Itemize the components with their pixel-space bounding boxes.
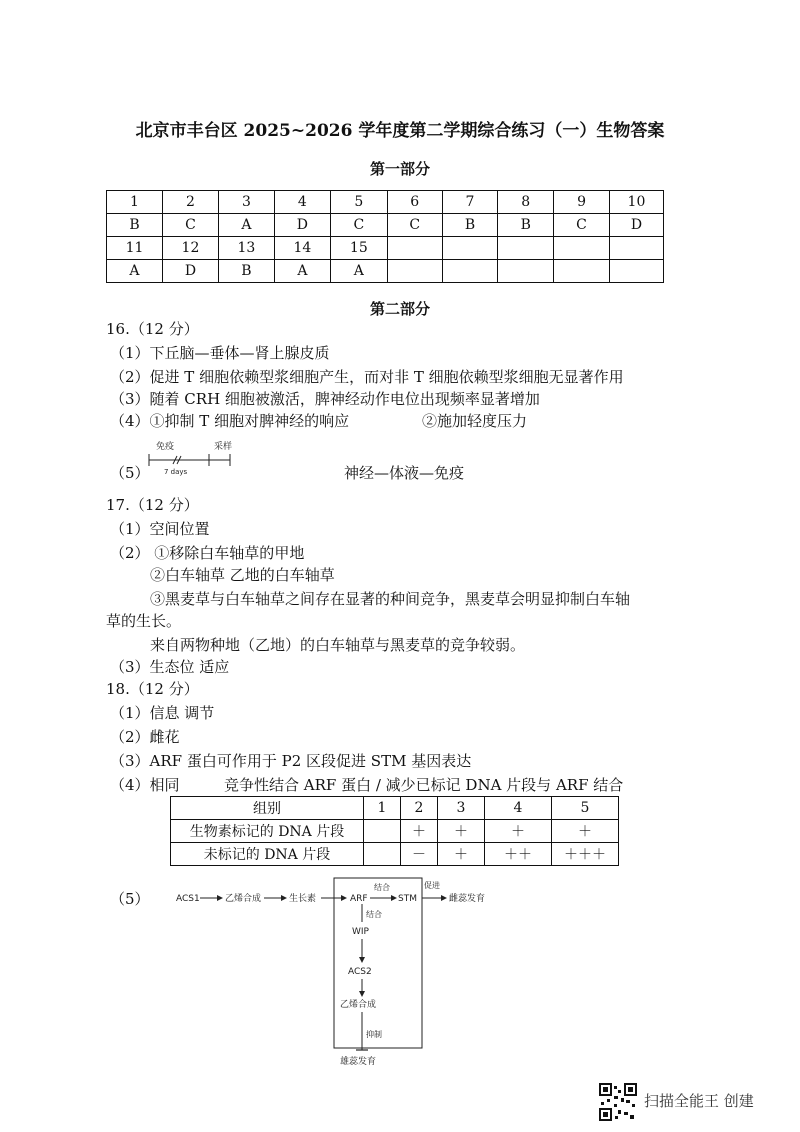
label-inhibit: 抑制 bbox=[366, 1030, 382, 1039]
question-number-cell: 2 bbox=[162, 191, 218, 214]
label-acs2: ACS2 bbox=[348, 967, 372, 977]
q16-line4b: ②施加轻度压力 bbox=[422, 412, 528, 430]
question-number-cell: 10 bbox=[609, 191, 663, 214]
question-number-cell: 8 bbox=[498, 191, 554, 214]
experiment-header-cell: 组别 bbox=[171, 797, 364, 820]
label-promote: 促进 bbox=[424, 881, 440, 890]
timeline-label-sample: 采样 bbox=[214, 442, 233, 452]
question-number-cell: 6 bbox=[387, 191, 442, 214]
question-number-cell: 1 bbox=[107, 191, 163, 214]
answer-cell: A bbox=[218, 214, 274, 237]
experiment-cell: ＋ bbox=[438, 843, 485, 866]
label-ethylene-1: 乙烯合成 bbox=[225, 894, 262, 904]
answer-table bbox=[106, 190, 664, 283]
q16-line2: （2）促进 T 细胞依赖型浆细胞产生，而对非 T 细胞依赖型浆细胞无显著作用 bbox=[110, 368, 624, 386]
answer-letter-row bbox=[107, 260, 664, 283]
q17-line3: ②白车轴草 乙地的白车轴草 bbox=[150, 566, 335, 584]
label-carpel-1: 雌蕊发育 bbox=[449, 894, 486, 904]
experiment-row-label: 生物素标记的 DNA 片段 bbox=[171, 820, 364, 843]
experiment-cell: ＋ bbox=[552, 820, 619, 843]
experiment-row-label: 未标记的 DNA 片段 bbox=[171, 843, 364, 866]
experiment-table bbox=[170, 796, 619, 866]
question-number-cell: 14 bbox=[274, 237, 330, 260]
q18-line4: （4）相同 bbox=[110, 776, 180, 794]
answer-cell bbox=[554, 260, 610, 283]
answer-cell bbox=[609, 260, 663, 283]
q18-line1: （1）信息 调节 bbox=[110, 704, 215, 722]
experiment-cell: － bbox=[401, 843, 438, 866]
label-acs1: ACS1 bbox=[176, 894, 200, 904]
experiment-cell: ＋＋ bbox=[485, 843, 552, 866]
q18-line3: （3）ARF 蛋白可作用于 P2 区段促进 STM 基因表达 bbox=[110, 752, 472, 770]
experiment-cell bbox=[364, 843, 401, 866]
answer-cell: B bbox=[442, 214, 498, 237]
answer-letter-row bbox=[107, 214, 664, 237]
answer-cell: B bbox=[498, 214, 554, 237]
answer-cell: D bbox=[609, 214, 663, 237]
q16-line4a: （4）①抑制 T 细胞对脾神经的响应 bbox=[110, 412, 350, 430]
part1-heading: 第一部分 bbox=[369, 160, 430, 178]
question-number-cell: 9 bbox=[554, 191, 610, 214]
part2-heading: 第二部分 bbox=[369, 300, 430, 318]
answer-cell: A bbox=[274, 260, 330, 283]
q17-line5: 草的生长。 bbox=[106, 612, 182, 630]
q17-line6: 来自两物种地（乙地）的白车轴草与黑麦草的竞争较弱。 bbox=[150, 636, 526, 654]
question-number-cell bbox=[387, 237, 442, 260]
q16-line3: （3）随着 CRH 细胞被激活，脾神经动作电位出现频率显著增加 bbox=[110, 390, 540, 408]
q18-line5: （5） bbox=[110, 890, 150, 908]
q16-header: 16.（12 分） bbox=[106, 320, 199, 338]
label-bind-2: 结合 bbox=[366, 910, 382, 919]
answer-cell: C bbox=[162, 214, 218, 237]
question-number-cell: 3 bbox=[218, 191, 274, 214]
question-number-cell: 5 bbox=[330, 191, 387, 214]
experiment-cell: ＋ bbox=[401, 820, 438, 843]
answer-cell: A bbox=[330, 260, 387, 283]
label-arf: ARF bbox=[350, 894, 368, 904]
label-ethylene-2: 乙烯合成 bbox=[340, 1000, 377, 1010]
experiment-header-cell: 1 bbox=[364, 797, 401, 820]
q18-header: 18.（12 分） bbox=[106, 680, 199, 698]
q17-line1: （1）空间位置 bbox=[110, 520, 210, 538]
timeline-diagram bbox=[146, 438, 246, 482]
answer-number-row bbox=[107, 191, 664, 214]
experiment-row bbox=[171, 843, 619, 866]
experiment-header-row bbox=[171, 797, 619, 820]
timeline-label-immune: 免疫 bbox=[156, 442, 175, 452]
question-number-cell: 4 bbox=[274, 191, 330, 214]
answer-cell bbox=[387, 260, 442, 283]
footer-text: 扫描全能王 创建 bbox=[644, 1092, 754, 1110]
question-number-cell: 13 bbox=[218, 237, 274, 260]
question-number-cell bbox=[554, 237, 610, 260]
question-number-cell: 7 bbox=[442, 191, 498, 214]
answer-cell bbox=[442, 260, 498, 283]
question-number-cell bbox=[609, 237, 663, 260]
experiment-header-cell: 2 bbox=[401, 797, 438, 820]
experiment-cell: ＋ bbox=[485, 820, 552, 843]
question-number-cell: 12 bbox=[162, 237, 218, 260]
answer-cell bbox=[498, 260, 554, 283]
question-number-cell bbox=[442, 237, 498, 260]
answer-cell: D bbox=[162, 260, 218, 283]
q17-line2: （2） ①移除白车轴草的甲地 bbox=[110, 544, 305, 562]
q18-line4b: 竞争性结合 ARF 蛋白 / 减少已标记 DNA 片段与 ARF 结合 bbox=[224, 776, 624, 794]
answer-cell: B bbox=[107, 214, 163, 237]
q16-line5: （5） bbox=[110, 464, 150, 482]
experiment-row bbox=[171, 820, 619, 843]
answer-cell: C bbox=[387, 214, 442, 237]
question-number-cell bbox=[498, 237, 554, 260]
q16-line5b: 神经—体液—免疫 bbox=[344, 464, 465, 482]
q17-line4: ③黑麦草与白车轴草之间存在显著的种间竞争，黑麦草会明显抑制白车轴 bbox=[150, 590, 631, 608]
answer-cell: C bbox=[330, 214, 387, 237]
answer-number-row bbox=[107, 237, 664, 260]
q18-line2: （2）雌花 bbox=[110, 728, 180, 746]
label-auxin: 生长素 bbox=[289, 894, 317, 904]
experiment-header-cell: 4 bbox=[485, 797, 552, 820]
answer-cell: A bbox=[107, 260, 163, 283]
label-stm: STM bbox=[398, 894, 417, 904]
q16-line1: （1）下丘脑—垂体—肾上腺皮质 bbox=[110, 344, 330, 362]
experiment-header-cell: 3 bbox=[438, 797, 485, 820]
question-number-cell: 15 bbox=[330, 237, 387, 260]
label-carpel-2: 雄蕊发育 bbox=[340, 1057, 377, 1067]
q17-header: 17.（12 分） bbox=[106, 496, 199, 514]
timeline-days: 7 days bbox=[164, 468, 188, 476]
experiment-header-cell: 5 bbox=[552, 797, 619, 820]
experiment-cell: ＋＋＋ bbox=[552, 843, 619, 866]
mechanism-diagram bbox=[170, 874, 510, 1070]
answer-cell: C bbox=[554, 214, 610, 237]
q17-line7: （3）生态位 适应 bbox=[110, 658, 230, 676]
label-bind-1: 结合 bbox=[374, 883, 390, 892]
question-number-cell: 11 bbox=[107, 237, 163, 260]
experiment-cell: ＋ bbox=[438, 820, 485, 843]
answer-cell: B bbox=[218, 260, 274, 283]
experiment-cell bbox=[364, 820, 401, 843]
qr-code-icon bbox=[598, 1082, 638, 1122]
page-title: 北京市丰台区 2025~2026 学年度第二学期综合练习（一）生物答案 bbox=[135, 121, 665, 141]
label-wip: WIP bbox=[352, 927, 369, 937]
answer-cell: D bbox=[274, 214, 330, 237]
